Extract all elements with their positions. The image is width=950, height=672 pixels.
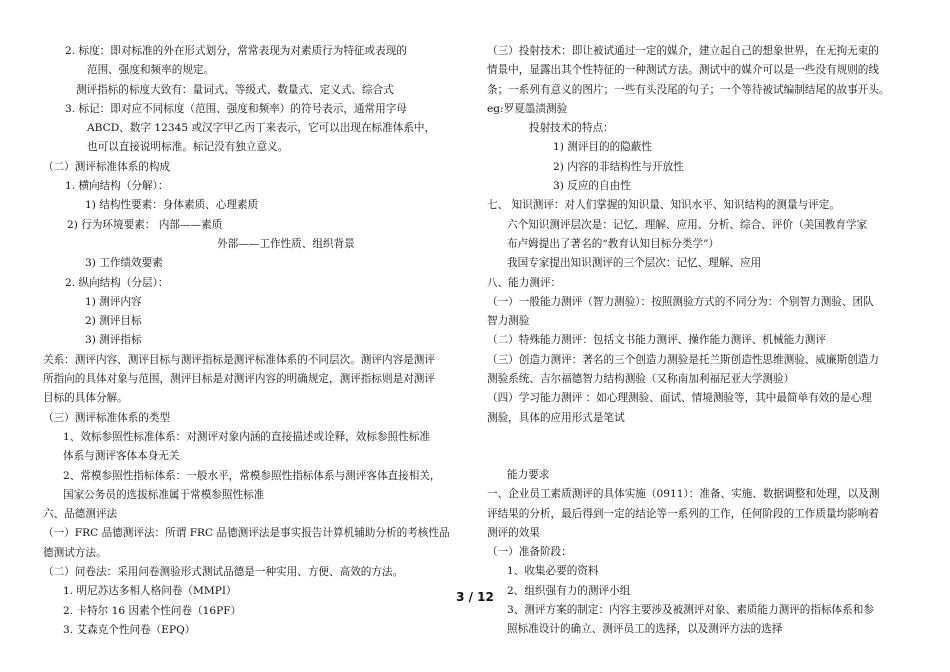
text-line: 六、品德测评法	[43, 508, 118, 521]
text-line: 1. 横向结构（分解）：	[65, 180, 169, 193]
text-line: （二）特殊能力测评：包括文书能力测评、操作能力测评、机械能力测评	[487, 334, 826, 347]
text-line: 布卢姆提出了著名的“教育认知目标分类学”）	[507, 237, 720, 250]
text-line: 关系：测评内容、测评目标与测评指标是测评标准体系的不同层次。测评内容是测评	[43, 353, 435, 366]
text-line: （三）投射技术：即让被试通过一定的媒介，建立起自己的想象世界，在无拘无束的	[487, 45, 879, 57]
text-line: 2. 卡特尔 16 因素个性问卷（16PF）	[63, 604, 242, 617]
text-line: 测评的效果	[487, 526, 540, 539]
text-line: 条；一系列有意义的图片；一些有头没尾的句子；一个等待被试编制结尾的故事开头。	[487, 83, 890, 96]
text-line: 情景中，显露出其个性特征的一种测试方法。测试中的媒介可以是一些没有规则的线	[487, 64, 879, 77]
text-line: 1) 测评内容	[85, 295, 142, 308]
text-line: eg:罗夏墨渍测验	[487, 102, 568, 115]
text-line: （三）创造力测评：著名的三个创造力测验是托兰斯创造性思维测验、威廉斯创造力	[487, 353, 879, 366]
text-line: 1. 明尼苏达多相人格问卷（MMPI）	[63, 585, 237, 598]
text-line: 2. 纵向结构（分层）：	[65, 276, 169, 289]
text-line: 3) 工作绩效要素	[85, 257, 163, 270]
text-line: 体系与测评客体本身无关	[63, 450, 180, 463]
text-line: （四）学习能力测评 ：如心理测验、面试、情境测验等，其中最简单有效的是心理	[487, 392, 872, 405]
text-line: 八、能力测评：	[487, 276, 562, 289]
text-line: 范围、强度和频率的规定。	[87, 64, 215, 77]
text-line: 能力要求	[507, 468, 550, 481]
text-line: 外部——工作性质、组织背景	[217, 237, 355, 250]
text-line	[487, 428, 919, 466]
text-line: （一）准备阶段：	[487, 546, 572, 559]
text-line: 3. 标记：即对应不同标度（范围、强度和频率）的符号表示，通常用字母	[65, 102, 407, 115]
text-line: 2) 测评目标	[85, 315, 142, 328]
text-line: 一、企业员工素质测评的具体实施（0911）：准备、实施、数据调整和处理，以及测	[487, 488, 880, 501]
text-line: 智力测验	[487, 315, 530, 328]
text-line: 3、测评方案的制定：内容主要涉及被测评对象、素质能力测评的指标体系和参	[507, 604, 874, 617]
text-line: （一）FRC 品德测评法：所谓 FRC 品德测评法是事实报告计算机辅助分析的考核性品	[43, 527, 450, 540]
text-line: 所指向的具体对象与范围，测评目标是对测评内容的明确规定，测评指标则是对测评	[43, 373, 435, 386]
text-line: 1、效标参照性标准体系：对测评对象内涵的直接描述或诠释，效标参照性标准	[63, 430, 430, 443]
text-line: 3) 反应的自由性	[553, 180, 631, 193]
text-line: 2. 标度：即对标准的外在形式划分，常常表现为对素质行为特征或表现的	[65, 45, 407, 57]
left-column	[43, 42, 471, 640]
text-line: 2、组织强有力的测评小组	[507, 584, 631, 597]
text-line: 德测试方法。	[43, 546, 107, 559]
text-line: 2、常模参照性指标体系：一般水平，常模参照性指标体系与测评客体直接相关，	[63, 469, 441, 482]
text-line: 2) 行为环境要素： 内部——素质	[67, 218, 223, 231]
right-column	[487, 42, 919, 640]
text-line: 投射技术的特点：	[529, 122, 614, 135]
text-line: ABCD、数字 12345 或汉字甲乙丙丁来表示，它可以出现在标准体系中，	[87, 122, 436, 135]
text-line: 照标准设计的确立、测评员工的选择，以及测评方法的选择	[507, 623, 783, 636]
text-line: 六个知识测评层次是：记忆、理解、应用、分析、综合、评价（美国教育学家	[507, 218, 868, 231]
text-line: 评结果的分析，最后得到一定的结论等一系列的工作，任何阶段的工作质量均影响着	[487, 507, 879, 520]
page-number: 3 / 12	[456, 590, 494, 604]
text-line: 测验，具体的应用形式是笔试	[487, 411, 625, 424]
text-line: 我国专家提出知识测评的三个层次：记忆、理解、应用	[507, 257, 762, 270]
text-line: 国家公务员的选拔标准属于常模参照性标准	[63, 488, 265, 501]
text-line: 3) 测评指标	[85, 334, 142, 347]
text-line: （一）一般能力测评（智力测验）：按照测验方式的不同分为：个别智力测验、团队	[487, 295, 874, 308]
text-line: 测验系统、吉尔福德智力结构测验（又称南加利福尼亚大学测验）	[487, 373, 795, 386]
text-line: （三）测评标准体系的类型	[43, 411, 171, 424]
text-line: 测评指标的标度大致有：量词式、等级式、数量式、定义式、综合式	[76, 83, 394, 96]
text-line: 1、收集必要的资料	[507, 565, 599, 578]
text-line: 七、 知识测评：对人们掌握的知识量、知识水平、知识结构的测量与评定。	[487, 199, 840, 212]
text-line: 2) 内容的非结构性与开放性	[553, 160, 684, 173]
text-line: 1) 测评目的的隐蔽性	[553, 141, 652, 154]
text-line: 目标的具体分解。	[43, 392, 128, 405]
text-line: （二）问卷法：采用问卷测验形式测试品德是一种实用、方便、高效的方法。	[43, 566, 404, 579]
text-line: 1) 结构性要素：身体素质、心理素质	[85, 199, 259, 212]
text-line: 也可以直接说明标准。标记没有独立意义。	[87, 141, 289, 154]
text-line: 3. 艾森克个性问卷（EPQ）	[63, 623, 196, 636]
text-line: （二）测评标准体系的构成	[43, 160, 171, 173]
